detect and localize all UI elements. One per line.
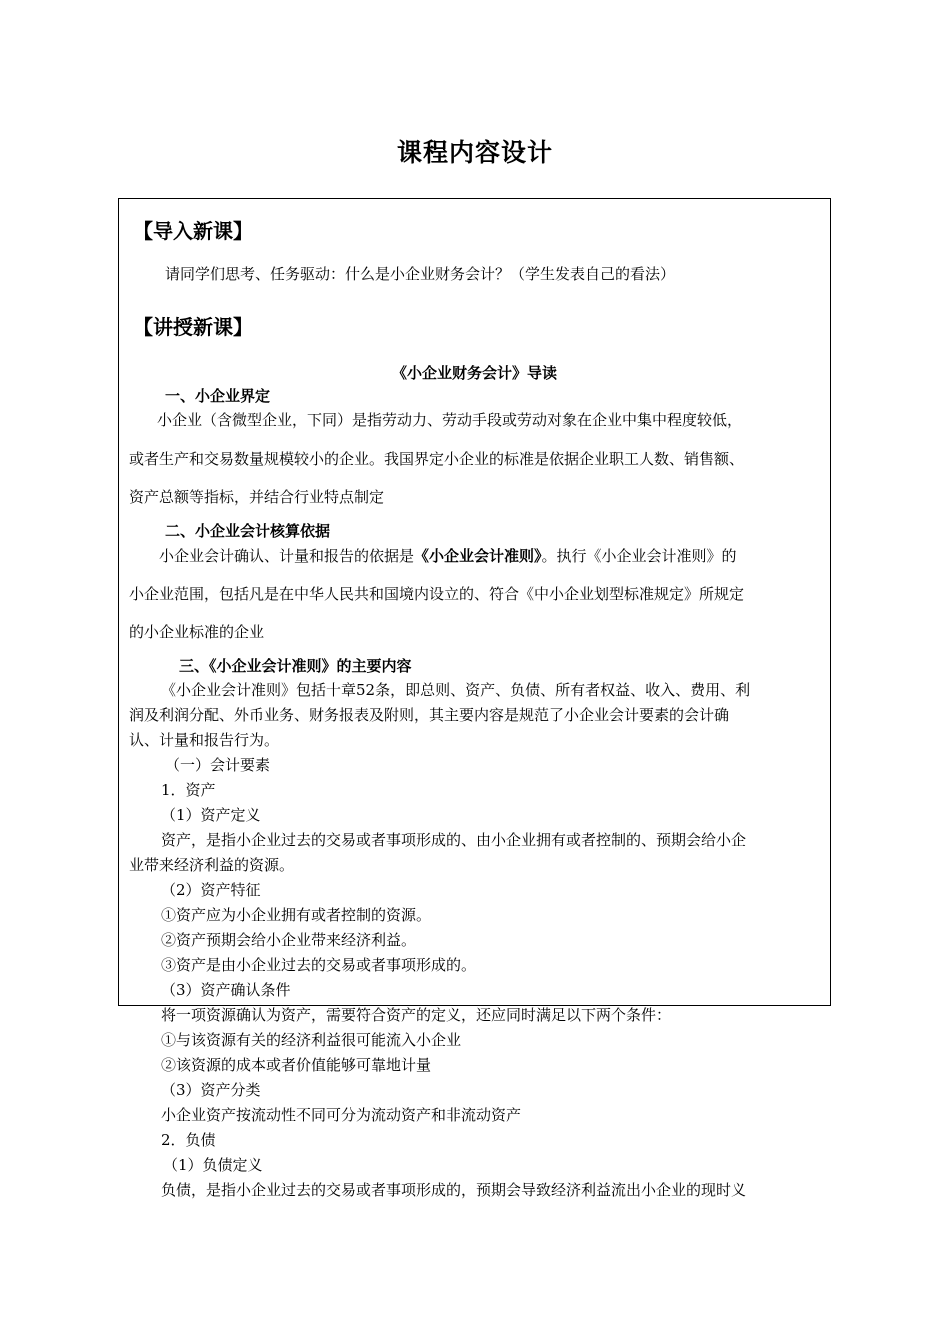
section3-line: 将一项资源确认为资产，需要符合资产的定义，还应同时满足以下两个条件： [161, 1006, 672, 1024]
intro-text: 请同学们思考、任务驱动：什么是小企业财务会计？（学生发表自己的看法） [165, 265, 676, 283]
section3-line: ①资产应为小企业拥有或者控制的资源。 [161, 906, 432, 924]
section3-line: 润及利润分配、外币业务、财务报表及附则，其主要内容是规范了小企业会计要素的会计确 [129, 706, 730, 724]
section3-line: 1．资产 [161, 781, 216, 799]
section3-line: （1）负债定义 [163, 1156, 263, 1174]
section3-line: 资产，是指小企业过去的交易或者事项形成的、由小企业拥有或者控制的、预期会给小企 [161, 831, 747, 849]
section2-line: 小企业会计确认、计量和报告的依据是《小企业会计准则》。执行《小企业会计准则》的 [159, 547, 737, 565]
section3-line: （3）资产确认条件 [161, 981, 291, 999]
content-box [118, 198, 831, 1199]
section2-line: 小企业范围，包括凡是在中华人民共和国境内设立的、符合《中小企业划型标准规定》所规定 [129, 585, 745, 603]
section3-line: ②该资源的成本或者价值能够可靠地计量 [161, 1056, 432, 1074]
lecture-heading: 【讲授新课】 [133, 315, 253, 339]
section1-heading: 一、小企业界定 [165, 387, 271, 405]
section2-line: 的小企业标准的企业 [129, 623, 265, 641]
page-title: 课程内容设计 [396, 138, 553, 167]
section3-line: ①与该资源有关的经济利益很可能流入小企业 [161, 1031, 462, 1049]
section3-line: 2．负债 [161, 1131, 216, 1149]
intro-heading: 【导入新课】 [133, 219, 253, 243]
section3-line: 认、计量和报告行为。 [129, 731, 280, 749]
section3-line: （一）会计要素 [165, 756, 271, 774]
section3-line: （3）资产分类 [161, 1081, 261, 1099]
section3-line: 《小企业会计准则》包括十章52条，即总则、资产、负债、所有者权益、收入、费用、利 [161, 681, 751, 699]
section3-line: （1）资产定义 [161, 806, 261, 824]
section1-line: 或者生产和交易数量规模较小的企业。我国界定小企业的标准是依据企业职工人数、销售额、 [129, 450, 745, 468]
doc-title: 《小企业财务会计》导读 [391, 364, 557, 382]
standard-name-bold: 《小企业会计准则》 [414, 547, 542, 565]
section3-line: 业带来经济利益的资源。 [129, 856, 295, 874]
section3-line: 负债，是指小企业过去的交易或者事项形成的，预期会导致经济利益流出小企业的现时义 [161, 1181, 747, 1199]
section3-line: ②资产预期会给小企业带来经济利益。 [161, 931, 417, 949]
section3-heading: 三、《小企业会计准则》的主要内容 [179, 657, 412, 675]
section1-line: 小企业（含微型企业，下同）是指劳动力、劳动手段或劳动对象在企业中集中程度较低， [157, 411, 743, 429]
section2-heading: 二、小企业会计核算依据 [165, 522, 331, 540]
section3-line: ③资产是由小企业过去的交易或者事项形成的。 [161, 956, 477, 974]
section3-line: （2）资产特征 [161, 881, 261, 899]
section3-line: 小企业资产按流动性不同可分为流动资产和非流动资产 [161, 1106, 522, 1124]
section1-line: 资产总额等指标，并结合行业特点制定 [129, 488, 385, 506]
